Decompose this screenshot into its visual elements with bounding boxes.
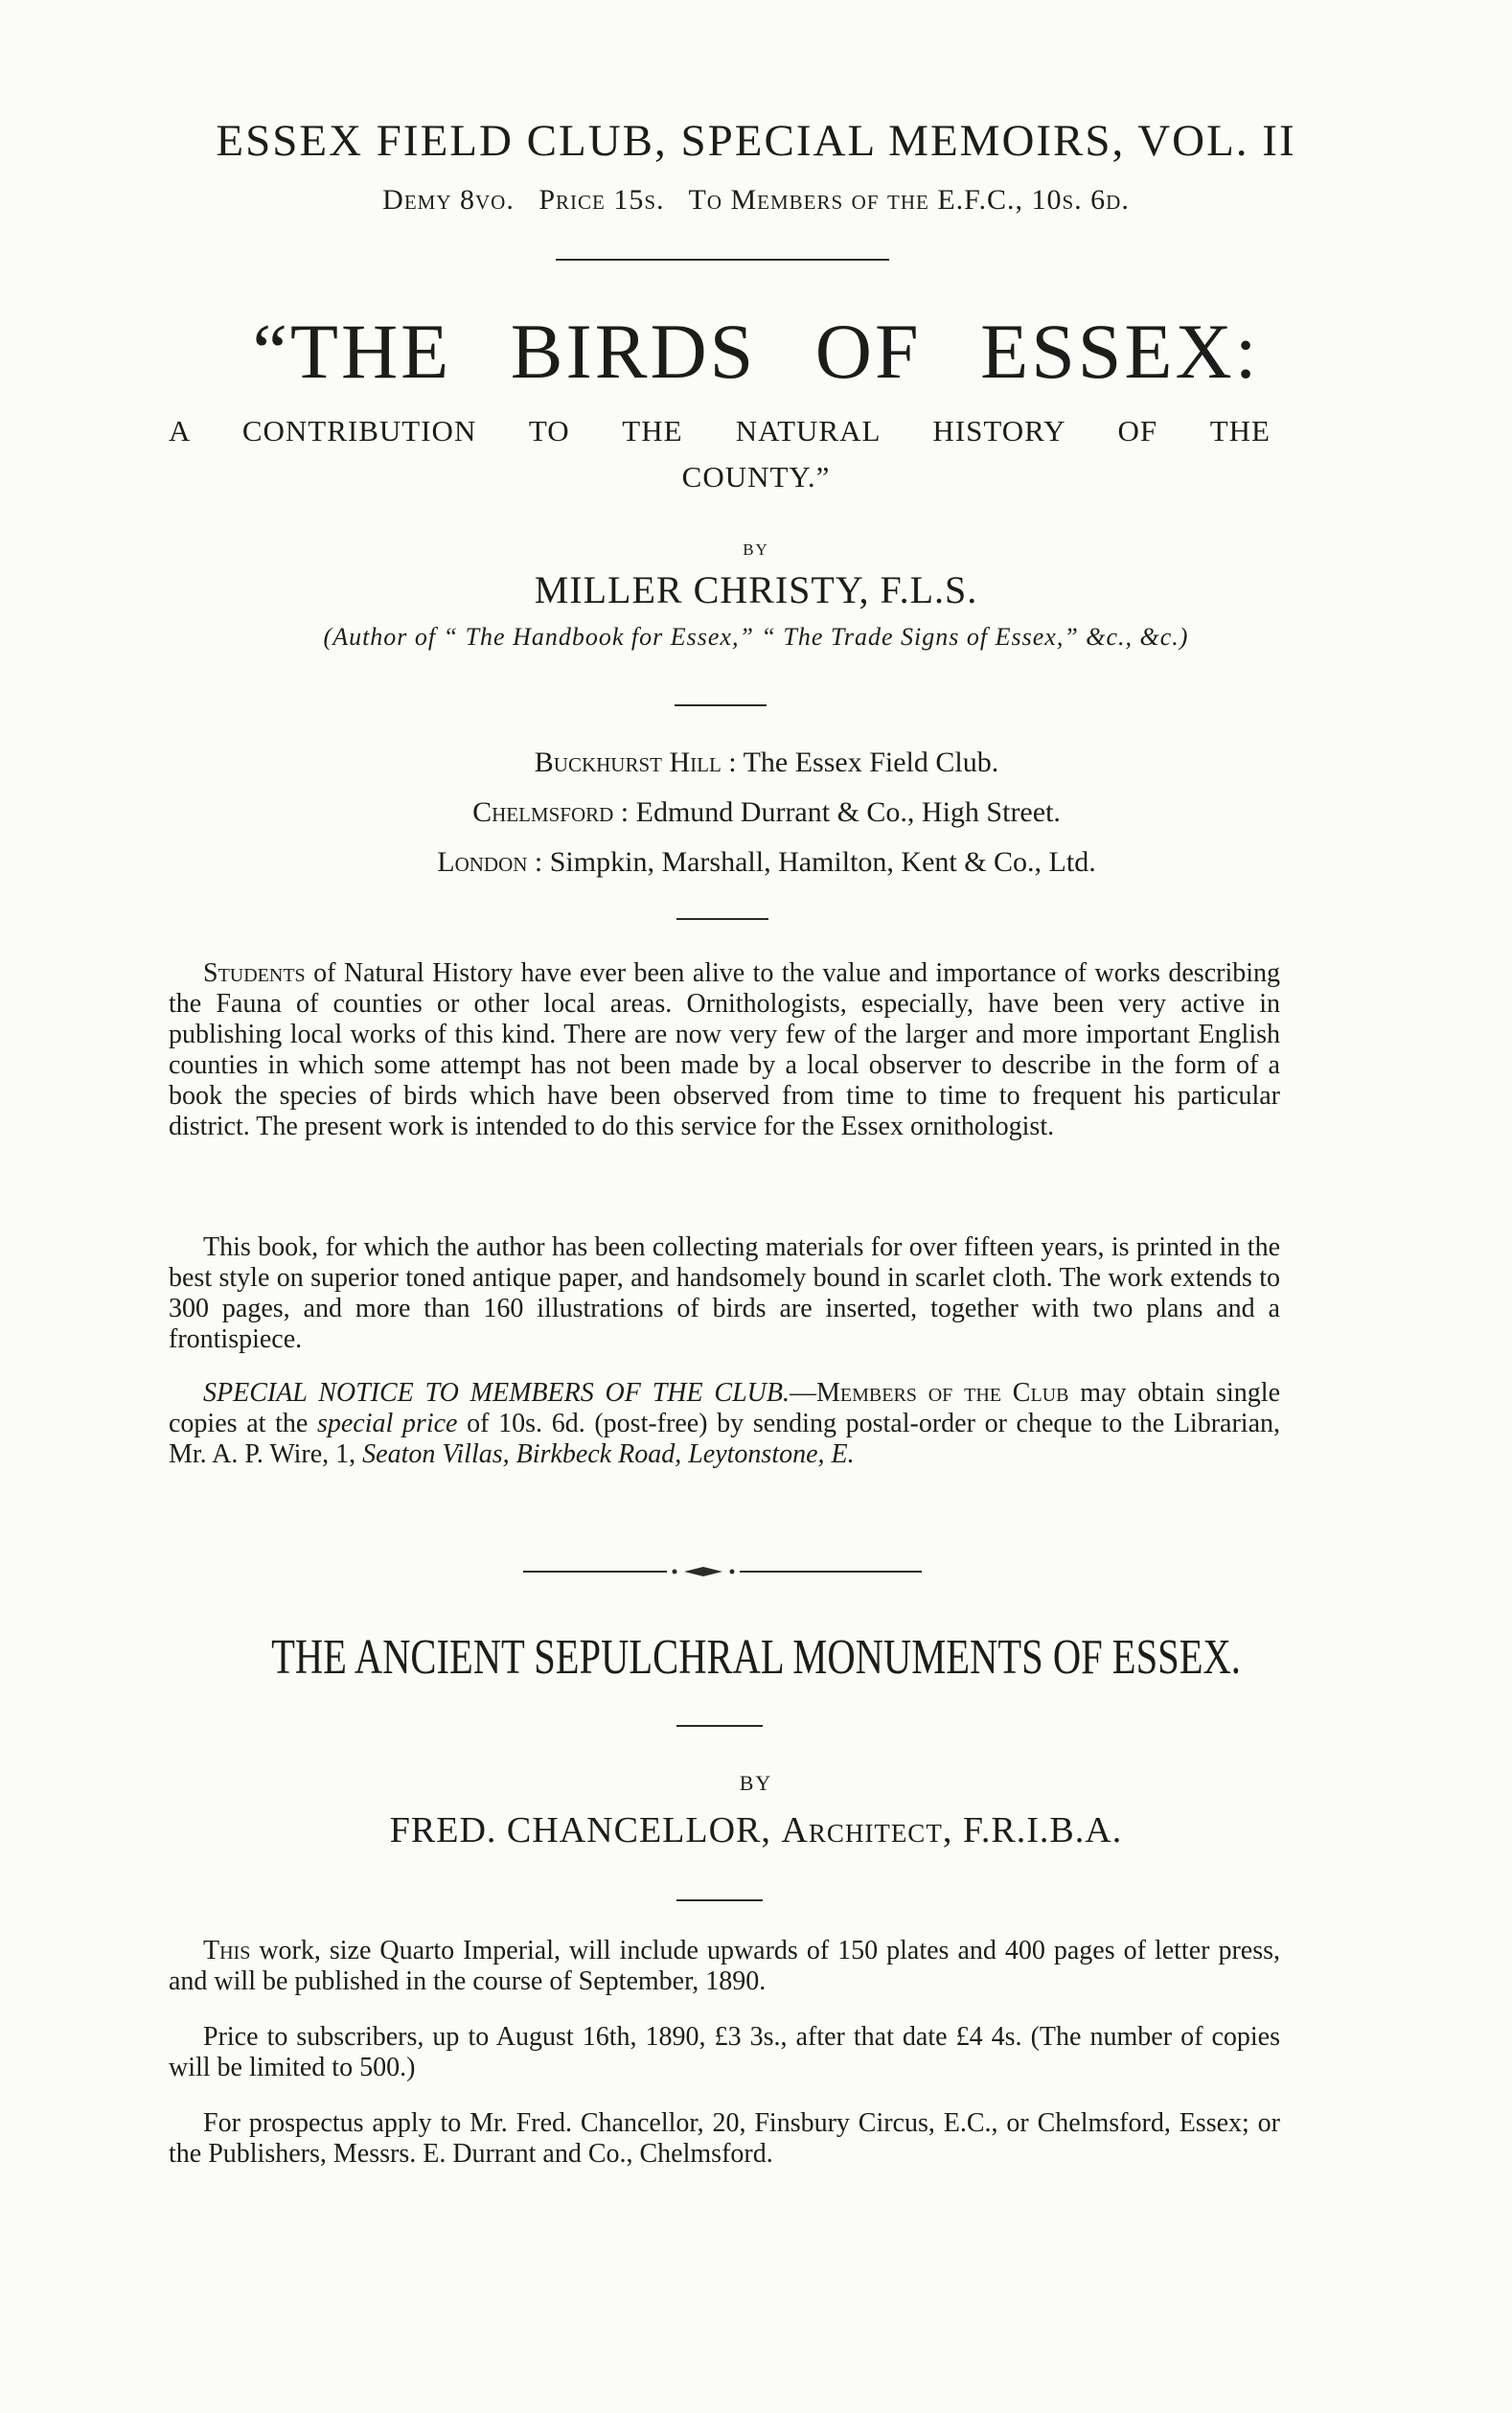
work-text: work, size Quarto Imperial, will include upwards of 150 plates and 400 pages of letter press, and will be published in the course of September, 1890.	[169, 1936, 1280, 1996]
author-role: Architect	[781, 1810, 943, 1850]
students-lead: Students	[203, 958, 306, 988]
by-label: BY	[743, 540, 769, 559]
price-label: Price 15s.	[538, 184, 665, 216]
publishers-list	[307, 738, 1226, 887]
publisher-name: Simpkin, Marshall, Hamilton, Kent & Co., Ltd.	[549, 846, 1096, 878]
students-paragraph	[169, 958, 1280, 1142]
notice-special-price: special price	[316, 1409, 458, 1438]
ornamental-divider	[523, 1564, 922, 1579]
by-label: BY	[739, 1771, 773, 1795]
second-book-author	[0, 1809, 1512, 1851]
this-lead: This	[203, 1936, 251, 1965]
notice-members: —Members of the Club	[789, 1378, 1069, 1408]
book-title: “THE BIRDS OF ESSEX:	[252, 308, 1260, 395]
divider	[676, 1899, 763, 1901]
author-name: FRED. CHANCELLOR,	[389, 1810, 782, 1850]
students-text: of Natural History have ever been alive to the value and importance of works describing the Fauna of counties or other local areas. Ornithologists, especially, have been very active in publishing local works of this kind. There are now very few of the larger and more important English counties in which some attempt has not been made by a local observer to describe in the form of a book the species of birds which have been observed from time to time to frequent his particular district. The present work is intended to do this service for the Essex ornithologist.	[169, 958, 1280, 1141]
book-text: This book, for which the author has been collecting materials for over fifteen years, is printed in the best style on superior toned antique paper, and handsomely bound in scarlet cloth. The work extends to 300 pages, and more than 160 illustrations of birds are inserted, together with two plans and a frontispiece.	[169, 1232, 1280, 1354]
book-subtitle-line2: COUNTY.”	[681, 460, 831, 494]
notice-text: may obtain single copies at the	[169, 1378, 1280, 1438]
series-heading: ESSEX FIELD CLUB, SPECIAL MEMOIRS, VOL. II	[216, 116, 1296, 166]
notice-heading: SPECIAL NOTICE TO MEMBERS OF THE CLUB.	[203, 1378, 790, 1408]
publisher-name: Edmund Durrant & Co., High Street.	[635, 796, 1061, 828]
divider	[676, 918, 768, 920]
publisher-entry: Chelmsford : Edmund Durrant & Co., High Street.	[472, 796, 1061, 828]
publisher-entry: Buckhurst Hill : The Essex Field Club.	[534, 747, 999, 778]
divider	[676, 1725, 763, 1727]
members-price-label: To Members of the E.F.C., 10s. 6d.	[688, 184, 1130, 216]
book-author: MILLER CHRISTY, F.L.S.	[534, 568, 978, 611]
book-subtitle-line1: A CONTRIBUTION TO THE NATURAL HISTORY OF THE	[169, 414, 1271, 448]
publisher-place: London	[437, 846, 528, 878]
second-book-title: THE ANCIENT SEPULCHRAL MONUMENTS OF ESSEX.	[271, 1630, 1241, 1685]
price-line	[0, 184, 1512, 217]
publisher-name: The Essex Field Club.	[743, 747, 999, 778]
prospectus-text: For prospectus apply to Mr. Fred. Chancellor, 20, Finsbury Circus, E.C., or Chelmsford, Essex; or the Publishers, Messrs. E. Durrant and Co., Chelmsford.	[169, 2108, 1280, 2169]
price-paragraph	[169, 2022, 1280, 2083]
divider	[556, 259, 889, 261]
author-suffix: , F.R.I.B.A.	[942, 1810, 1123, 1850]
publisher-place: Chelmsford	[472, 796, 614, 828]
format-label: Demy 8vo.	[382, 184, 515, 216]
book-paragraph	[169, 1232, 1280, 1355]
prospectus-paragraph	[169, 2108, 1280, 2170]
work-paragraph	[169, 1936, 1280, 1997]
notice-text: of 10s. 6d. (post-free) by sending postal-order or cheque to the Librarian, Mr. A. P. Wire, 1,	[169, 1409, 1280, 1469]
publisher-place: Buckhurst Hill	[534, 747, 722, 778]
divider	[675, 704, 767, 706]
price-text: Price to subscribers, up to August 16th, 1890, £3 3s., after that date £4 4s. (The number of copies will be limited to 500.)	[169, 2022, 1280, 2082]
notice-address: Seaton Villas, Birkbeck Road, Leytonstone, E.	[362, 1439, 855, 1469]
author-note: (Author of “ The Handbook for Essex,” “ The Trade Signs of Essex,” &c., &c.)	[323, 623, 1189, 651]
notice-paragraph	[169, 1378, 1280, 1470]
publisher-entry: London : Simpkin, Marshall, Hamilton, Kent & Co., Ltd.	[437, 846, 1096, 878]
